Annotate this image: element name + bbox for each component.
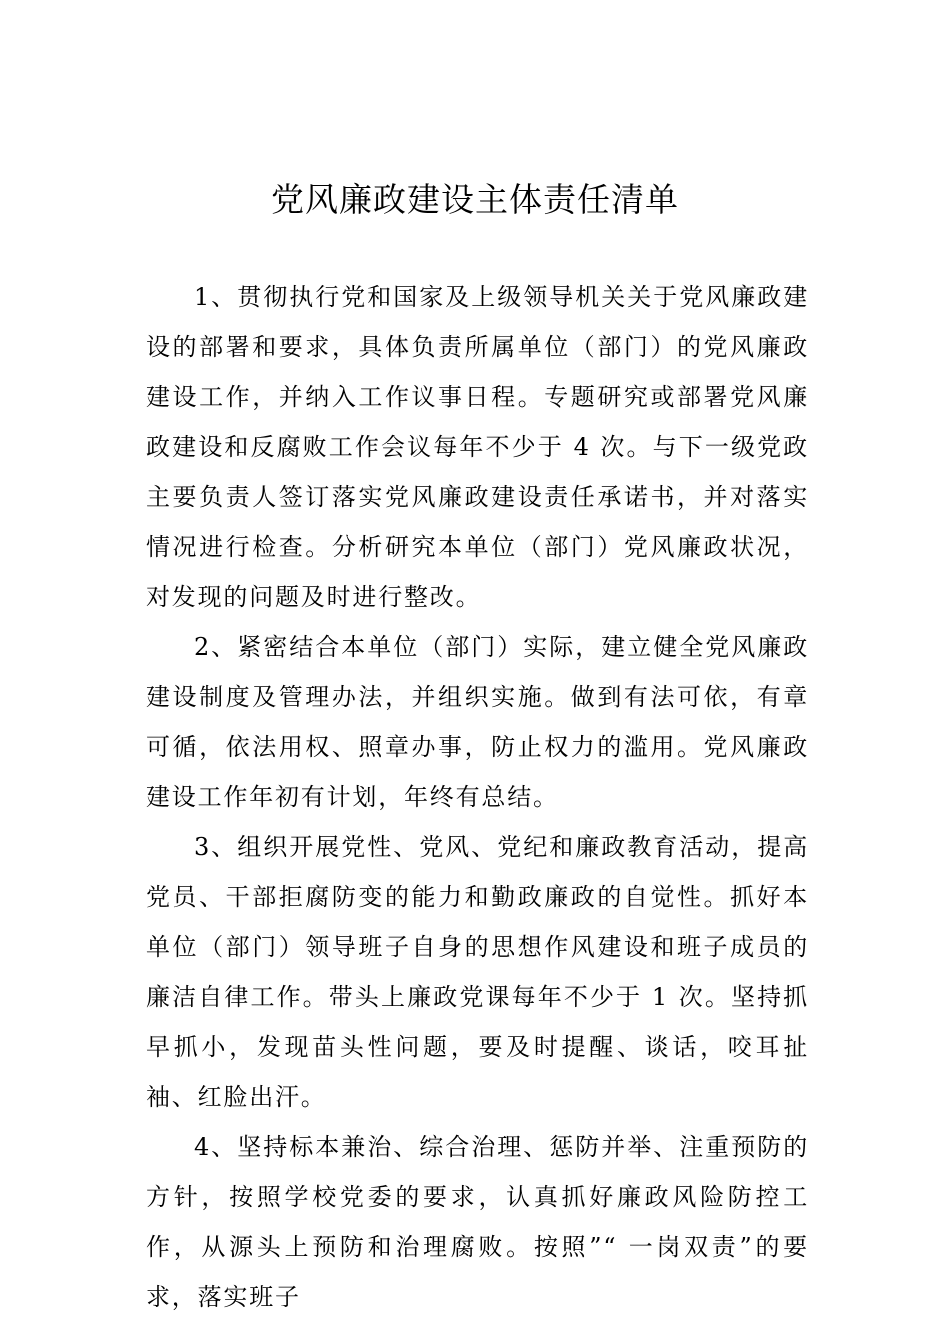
paragraph-1: 1、贯彻执行党和国家及上级领导机关关于党风廉政建设的部署和要求，具体负责所属单位（部门）的党风廉政建设工作，并纳入工作议事日程。专题研究或部署党风廉政建设和反腐败工作会议每年不少于 4 次。与下一级党政主要负责人签订落实党风廉政建设责任承诺书，并对落实情况进行检查。分析研究本单位（部门）党风廉政状况，对发现的问题及时进行整改。 (146, 283, 809, 611)
paragraph-3: 3、组织开展党性、党风、党纪和廉政教育活动，提高党员、干部拒腐防变的能力和勤政廉政的自觉性。抓好本单位（部门）领导班子自身的思想作风建设和班子成员的廉洁自律工作。带头上廉政党课每年不少于 1 次。坚持抓早抓小，发现苗头性问题，要及时提醒、谈话，咬耳扯袖、红脸出汗。 (146, 833, 809, 1111)
document-title: 党风廉政建设主体责任清单 (271, 180, 679, 219)
paragraph-2: 2、紧密结合本单位（部门）实际，建立健全党风廉政建设制度及管理办法，并组织实施。做到有法可依，有章可循，依法用权、照章办事，防止权力的滥用。党风廉政建设工作年初有计划，年终有总结。 (146, 633, 809, 811)
document-body (146, 272, 809, 1322)
paragraph-4: 4、坚持标本兼治、综合治理、惩防并举、注重预防的方针，按照学校党委的要求，认真抓好廉政风险防控工作，从源头上预防和治理腐败。按照”“ 一岗双责”的要求，落实班子 (146, 1133, 809, 1311)
